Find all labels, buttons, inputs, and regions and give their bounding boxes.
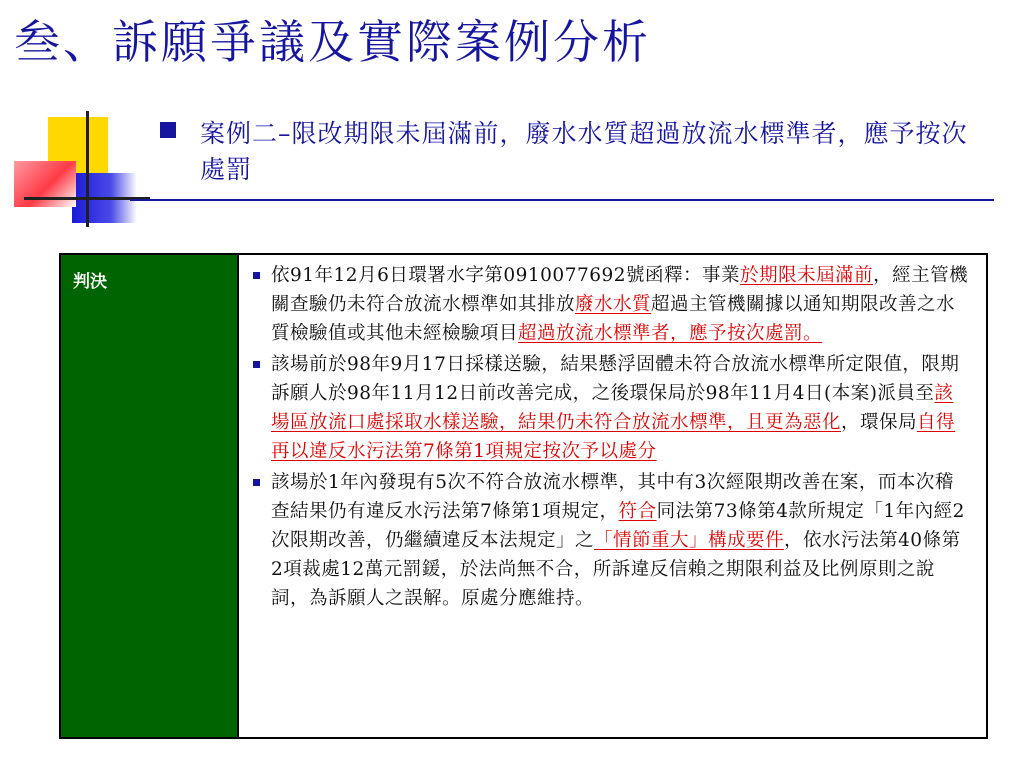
bullet-icon <box>253 479 260 486</box>
heading-divider <box>130 199 994 201</box>
bullet-icon <box>253 272 260 279</box>
judgement-paragraph-2: 該場前於98年9月17日採樣送驗，結果懸浮固體未符合放流水標準所定限值，限期訴願人於98年11月12日前改善完成，之後環保局於98年11月4日(本案)派員至該場區放流口處採取水樣送驗，結果仍未符合放流水標準，且更為惡化，環保局自得再以違反水污法第7條第1項規定按次予以處分 <box>253 350 972 466</box>
table-content-cell <box>239 255 986 737</box>
judgement-paragraph-1: 依91年12月6日環署水字第0910077692號函釋：事業於期限未屆滿前，經主管機關查驗仍未符合放流水標準如其排放廢水水質超過主管機關據以通知期限改善之水質檢驗值或其他未經檢驗項目超過放流水標準者，應予按次處罰。 <box>253 261 972 348</box>
decorative-blocks-logo <box>0 105 150 230</box>
table-label: 判決 <box>73 272 107 292</box>
judgement-paragraph-3: 該場於1年內發現有5次不符合放流水標準，其中有3次經限期改善在案，而本次稽查結果仍有違反水污法第7條第1項規定，符合同法第73條第4款所規定「1年內經2次限期改善，仍繼續違反本法規定」之「情節重大」構成要件，依水污法第40條第2項裁處12萬元罰鍰，於法尚無不合，所訴違反信賴之期限利益及比例原則之說詞，為訴願人之誤解。原處分應維持。 <box>253 468 972 613</box>
slide-title: 叁、訴願爭議及實際案例分析 <box>14 15 651 69</box>
square-bullet-icon <box>160 122 176 138</box>
bullet-icon <box>253 361 260 368</box>
judgement-table <box>59 253 988 739</box>
section-heading <box>160 116 990 188</box>
section-heading-text: 案例二–限改期限未屆滿前，廢水水質超過放流水標準者，應予按次處罰 <box>200 119 968 184</box>
table-label-cell <box>61 255 239 737</box>
